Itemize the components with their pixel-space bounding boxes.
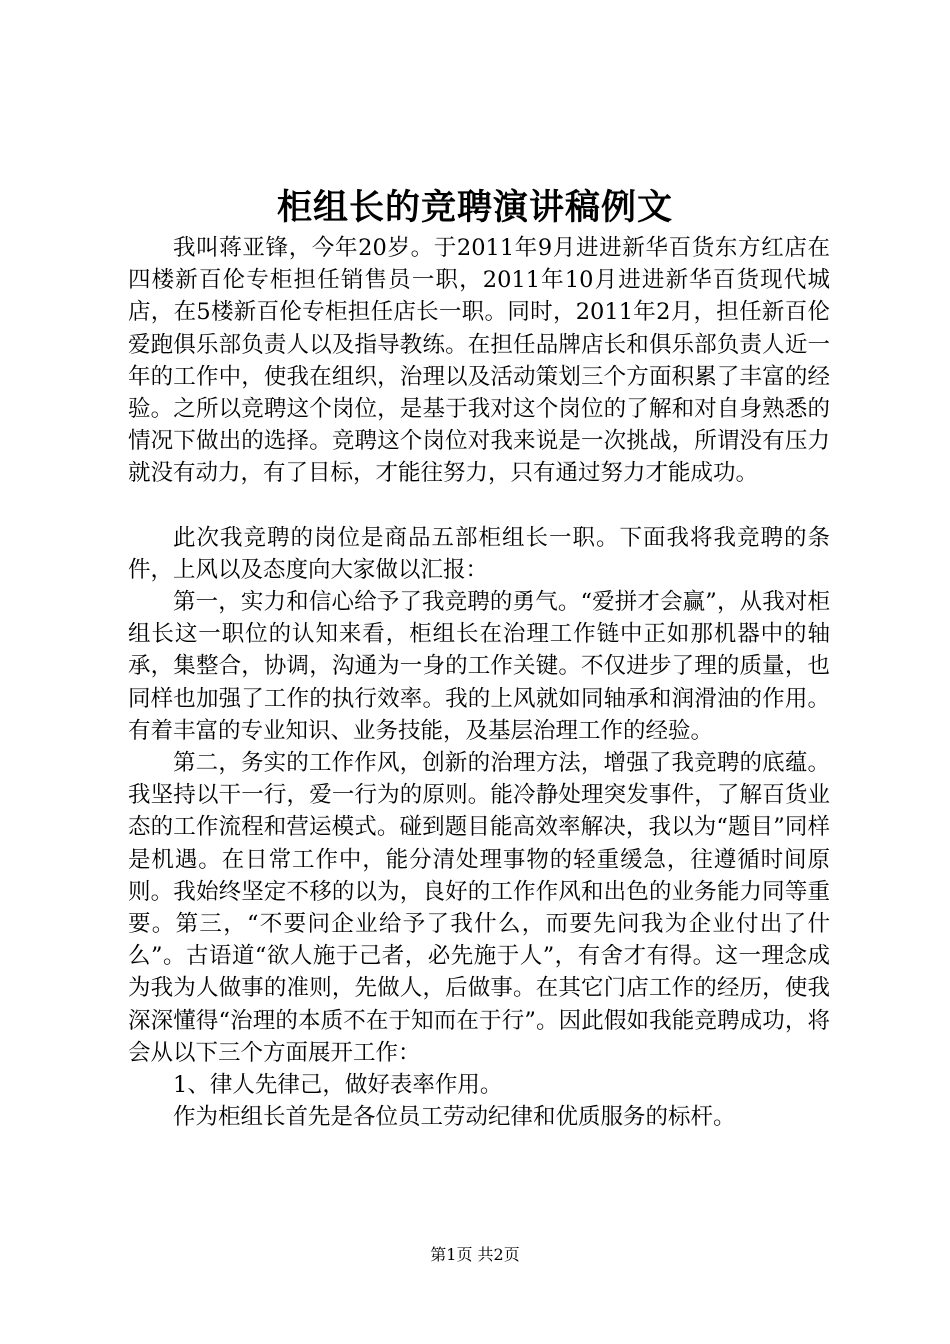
paragraph-leader-role: 作为柜组长首先是各位员工劳动纪律和优质服务的标杆。: [173, 1104, 736, 1131]
paragraph-position: 此次我竞聘的岗位是商品五部柜组长一职。下面我将我竞聘的条件，上风以及态度向大家做以汇报：: [128, 524, 830, 583]
document-body: [128, 232, 830, 1133]
paragraph-point-one: 第一，实力和信心给予了我竞聘的勇气。“爱拼才会赢”，从我对柜组长这一职位的认知来看，柜组长在治理工作链中正如那机器中的轴承，集整合，协调，沟通为一身的工作关键。不仅进步了理的质量，也同样也加强了工作的执行效率。我的上风就如同轴承和润滑油的作用。有着丰富的专业知识、业务技能，及基层治理工作的经验。: [128, 589, 830, 744]
paragraph-point-two: 第二，务实的工作作风，创新的治理方法，增强了我竞聘的底蕴。我坚持以干一行，爱一行为的原则。能冷静处理突发事件，了解百货业态的工作流程和营运模式。碰到题目能高效率解决，我以为“题目”同样是机遇。在日常工作中，能分清处理事物的轻重缓急，往遵循时间原则。我始终坚定不移的以为，良好的工作作风和出色的业务能力同等重要。第三，“不要问企业给予了我什么，而要先问我为企业付出了什么”。古语道“欲人施于己者，必先施于人”，有舍才有得。这一理念成为我为人做事的准则，先做人，后做事。在其它门店工作的经历，使我深深懂得“治理的本质不在于知而在于行”。因此假如我能竞聘成功，将会从以下三个方面展开工作：: [128, 750, 830, 1066]
paragraph-list-item-one: 1、律人先律己，做好表率作用。: [173, 1072, 503, 1099]
page-footer: 第1页 共2页: [430, 1245, 520, 1264]
paragraph-intro: 我叫蒋亚锋，今年20岁。于2011年9月进进新华百货东方红店在四楼新百伦专柜担任销售员一职，2011年10月进进新华百货现代城店，在5楼新百伦专柜担任店长一职。同时，2011年2月，担任新百伦爱跑俱乐部负责人以及指导教练。在担任品牌店长和俱乐部负责人近一年的工作中，使我在组织，治理以及活动策划三个方面积累了丰富的经验。之所以竞聘这个岗位，是基于我对这个岗位的了解和对自身熟悉的情况下做出的选择。竞聘这个岗位对我来说是一次挑战，所谓没有压力就没有动力，有了目标，才能往努力，只有通过努力才能成功。: [128, 235, 830, 487]
document-title: 柜组长的竞聘演讲稿例文: [276, 187, 673, 228]
